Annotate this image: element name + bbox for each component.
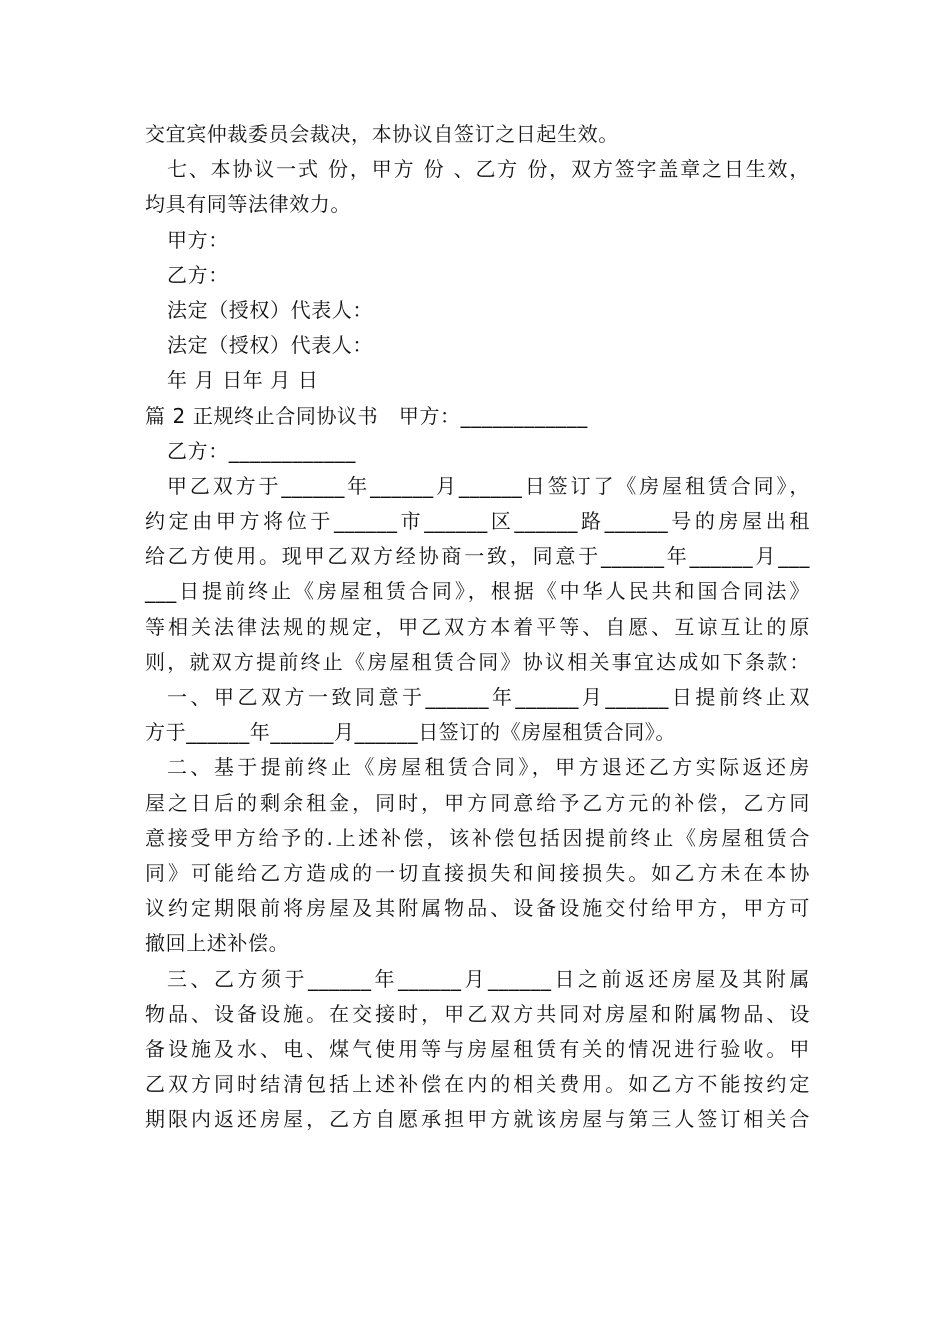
text-line: 一、甲乙双方一致同意于______年______月______日提前终止双 xyxy=(167,685,810,709)
text-line: 三、乙方须于______年______月______日之前返还房屋及其附属 xyxy=(167,966,810,991)
text-line: 意接受甲方给予的.上述补偿，该补偿包括因提前终止《房屋租赁合 xyxy=(145,825,810,850)
text-line: 乙方： xyxy=(167,262,229,287)
text-line: 则，就双方提前终止《房屋租赁合同》协议相关事宜达成如下条款： xyxy=(145,649,810,674)
text-line: 二、基于提前终止《房屋租赁合同》，甲方退还乙方实际返还房 xyxy=(167,755,810,780)
document-body xyxy=(145,117,810,1137)
section-heading: 篇 2 正规终止合同协议书 甲方：____________ xyxy=(145,403,588,428)
text-line: 等相关法律法规的规定，甲乙双方本着平等、自愿、互谅互让的原 xyxy=(145,614,810,639)
text-line: 乙双方同时结清包括上述补偿在内的相关费用。如乙方不能按约定 xyxy=(145,1072,810,1097)
text-line: 撤回上述补偿。 xyxy=(145,931,290,956)
text-line: 同》可能给乙方造成的一切直接损失和间接损失。如乙方未在本协 xyxy=(145,860,810,885)
text-line: 甲方： xyxy=(167,227,229,252)
text-line: 交宜宾仲裁委员会裁决，本协议自签订之日起生效。 xyxy=(145,122,619,146)
text-line: 期限内返还房屋，乙方自愿承担甲方就该房屋与第三人签订相关合 xyxy=(145,1107,810,1132)
text-line: 年 月 日年 月 日 xyxy=(167,368,319,393)
text-line: 屋之日后的剩余租金，同时，甲方同意给予乙方元的补偿，乙方同 xyxy=(145,790,810,815)
text-line: 法定（授权）代表人： xyxy=(167,297,373,322)
text-line: 议约定期限前将房屋及其附属物品、设备设施交付给甲方，甲方可 xyxy=(145,896,810,921)
text-line: 法定（授权）代表人： xyxy=(167,333,373,358)
text-line: 甲乙双方于______年______月______日签订了《房屋租赁合同》， xyxy=(167,473,810,498)
text-line: 方于______年______月______日签订的《房屋租赁合同》。 xyxy=(145,720,676,745)
text-line: 物品、设备设施。在交接时，甲乙双方共同对房屋和附属物品、设 xyxy=(145,1001,810,1026)
text-line: 均具有同等法律效力。 xyxy=(145,192,351,217)
text-line: ___日提前终止《房屋租赁合同》，根据《中华人民共和国合同法》 xyxy=(145,579,810,604)
text-line: 给乙方使用。现甲乙双方经协商一致，同意于______年______月___ xyxy=(145,544,810,569)
text-line: 乙方：____________ xyxy=(167,438,356,463)
text-line: 约定由甲方将位于______市______区______路______号的房屋出租 xyxy=(145,509,810,534)
text-line: 七、本协议一式 份，甲方 份 、乙方 份，双方签字盖章之日生效， xyxy=(167,157,810,182)
text-line: 备设施及水、电、煤气使用等与房屋租赁有关的情况进行验收。甲 xyxy=(145,1036,810,1061)
